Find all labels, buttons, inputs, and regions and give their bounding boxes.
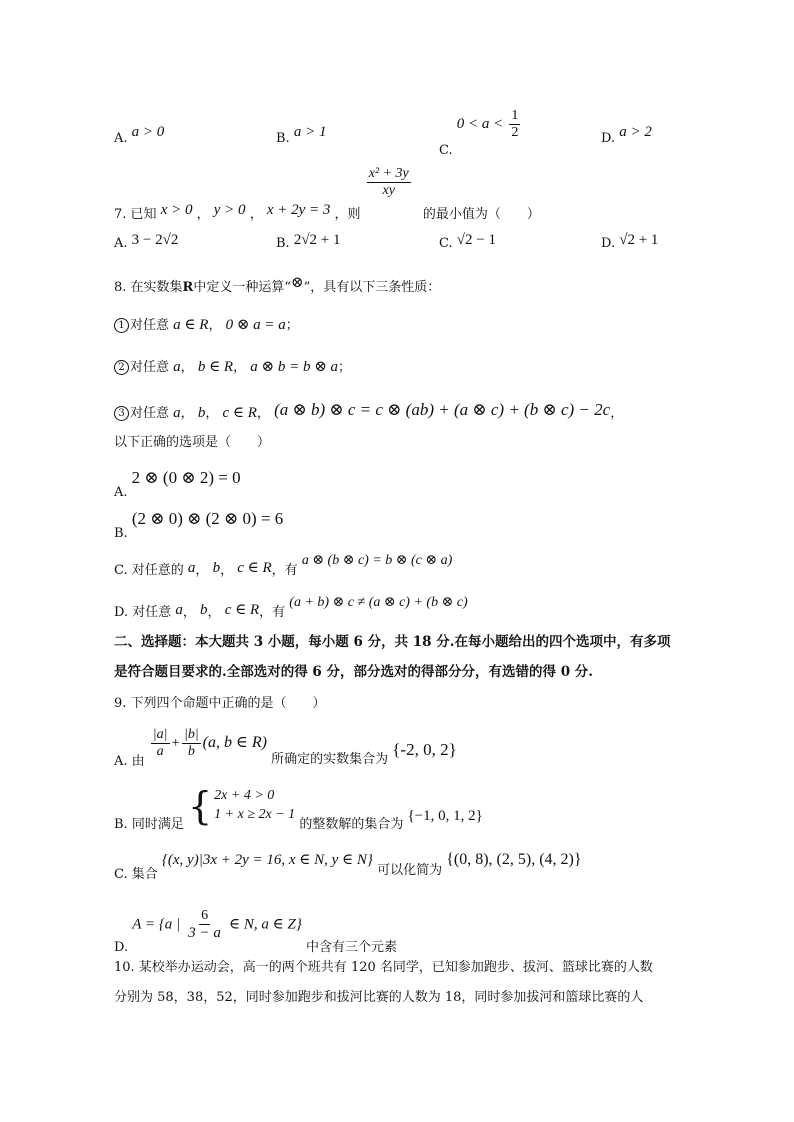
circled-number-3: 3 (114, 406, 129, 421)
q9-option-b[interactable]: B. 同时满足 { 2x + 4 > 0 1 + x ≥ 2x − 1 的整数解的集合为 {−1, 0, 1, 2} (114, 784, 483, 832)
q6-option-c[interactable]: C. 0 < a < $\frac{1}{2}$ (439, 108, 519, 159)
q7-fraction: $\frac{\text{x² + 3y}}{xy}$ (368, 166, 409, 199)
q10-line-2: 分别为 58，38，52，同时参加跑步和拔河比赛的人数为 18，同时参加拔河和篮球比赛的人 (114, 990, 644, 1005)
q8-property-2: 2 对任意 a， b ∈ R， a ⊗ b = b ⊗ a； (114, 360, 351, 375)
q9-option-d[interactable]: D. A = {a | $\frac{6}{3 - a}$ ∈ N, a ∈ Z} 中含有三个元素 (114, 908, 397, 955)
q8-stem: 8. 在实数集R中定义一种运算“⊗”，具有以下三条性质： (114, 275, 441, 295)
q9-d-fraction: $\frac{6}{3 - a}$ (188, 908, 221, 942)
q8-option-d[interactable]: D. 对任意 a， b， c ∈ R，有 (a + b) ⊗ c ≠ (a ⊗ c) + (b ⊗ c) (114, 595, 468, 620)
circled-number-1: 1 (114, 318, 129, 333)
q6-option-b[interactable]: B. a > 1 (276, 124, 327, 146)
left-brace-icon: { (187, 784, 213, 828)
q8-property-1: 1 对任意 a ∈ R， 0 ⊗ a = a； (114, 318, 299, 333)
q7-option-c[interactable]: C. √2 − 1 (439, 232, 496, 251)
q8-option-a[interactable]: A. 2 ⊗ (0 ⊗ 2) = 0 (114, 468, 241, 500)
q9-a-fraction-2: $\frac{|b|}{b}$ (183, 727, 199, 760)
q7-option-d[interactable]: D. √2 + 1 (601, 232, 659, 251)
q7-option-a[interactable]: A. 3 − 2√2 (114, 232, 179, 251)
q9-stem: 9. 下列四个命题中正确的是（ ） (114, 696, 326, 711)
circled-number-2: 2 (114, 360, 129, 375)
q7-option-b[interactable]: B. 2√2 + 1 (276, 232, 341, 251)
section-2-heading-line-2: 是符合题目要求的.全部选对的得 6 分，部分选对的得部分分，有选错的得 0 分. (114, 664, 593, 680)
q8-option-c[interactable]: C. 对任意的 a， b， c ∈ R，有 a ⊗ (b ⊗ c) = b ⊗ (c ⊗ a) (114, 553, 453, 578)
q7-stem: 7. 已知 x > 0 ， y > 0 ， x + 2y = 3 ，则 $\frac{\text{x² + 3y}}{xy}$ 的最小值为（ ） (114, 166, 540, 223)
q9-option-a[interactable]: A. 由 $\frac{|a|}{a}$ + $\frac{|b|}{b}$ (a, b ∈ R) 所确定的实数集合为 {-2, 0, 2} (114, 727, 457, 770)
q10-line-1: 10. 某校举办运动会，高一的两个班共有 120 名同学，已知参加跑步、拔河、篮球比赛的人数 (114, 960, 653, 975)
q8-option-b[interactable]: B. (2 ⊗ 0) ⊗ (2 ⊗ 0) = 6 (114, 509, 284, 541)
q6-option-a[interactable]: A. a > 0 (114, 124, 165, 146)
q6-option-d[interactable]: D. a > 2 (601, 124, 652, 146)
q9-option-c[interactable]: C. 集合 {(x, y)|3x + 2y = 16, x ∈ N, y ∈ N} 可以化简为 {(0, 8), (2, 5), (4, 2)} (114, 851, 582, 882)
q6-c-fraction: $\frac{1}{2}$ (511, 108, 519, 141)
q9-b-inequality-system: { 2x + 4 > 0 1 + x ≥ 2x − 1 (187, 784, 296, 828)
section-2-heading-line-1: 二、选择题：本大题共 3 小题，每小题 6 分，共 18 分.在每小题给出的四个选项中，有多项 (114, 634, 671, 650)
q8-property-3: 3 对任意 a， b， c ∈ R， (a ⊗ b) ⊗ c = c ⊗ (ab) + (a ⊗ c) + (b ⊗ c) − 2c， (114, 403, 623, 421)
q8-ask: 以下正确的选项是（ ） (114, 435, 271, 450)
q9-a-fraction-1: $\frac{|a|}{a}$ (152, 727, 168, 760)
